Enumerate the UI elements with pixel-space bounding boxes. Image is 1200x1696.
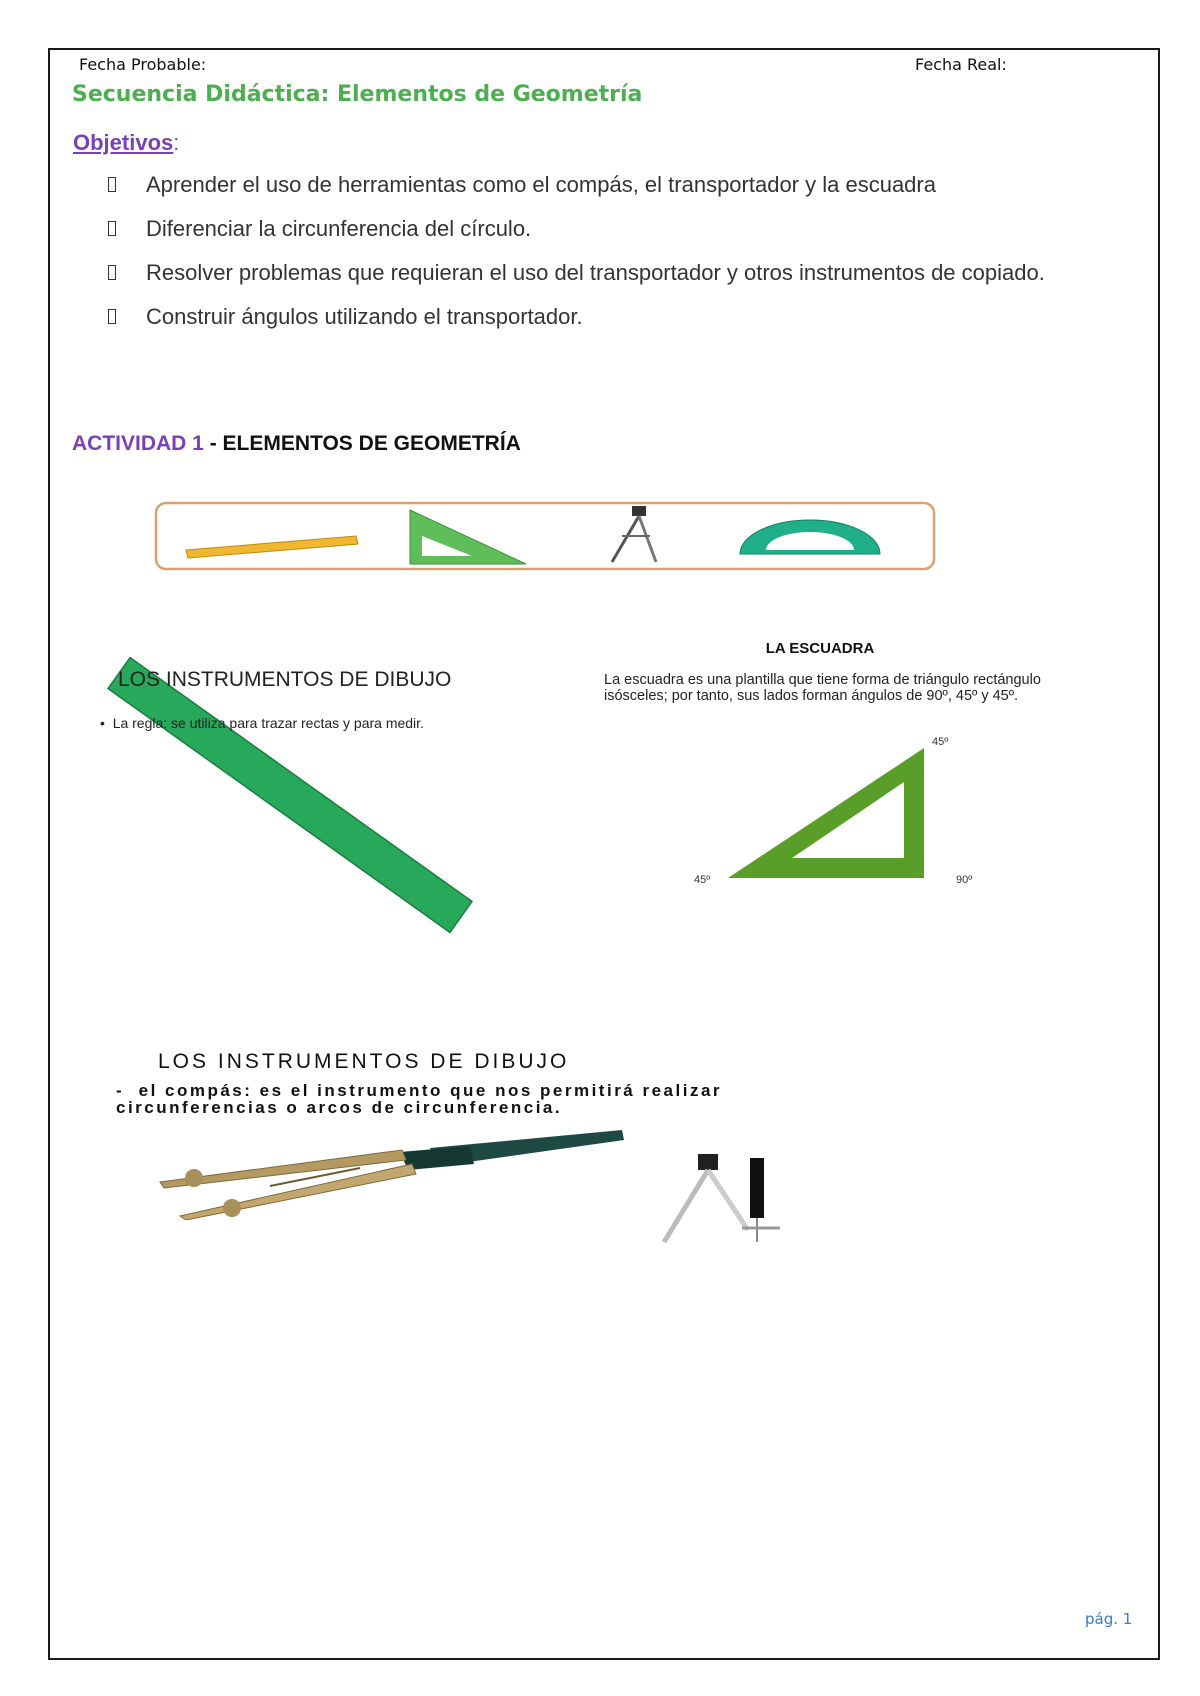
actividad-heading (72, 432, 521, 456)
list-item (108, 172, 1045, 216)
slide-compas-bullet: - el compás: es el instrumento que nos permitirá realizar circunferencias o arcos de circunferencia. (116, 1081, 723, 1117)
compass-icon (664, 1154, 780, 1242)
small-compass-image (650, 1150, 800, 1250)
bullet-icon (108, 265, 116, 280)
slide-compas-text: el compás: es el instrumento que nos permitirá realizar circunferencias o arcos de circunferencia. (116, 1081, 723, 1117)
fecha-real-label: Fecha Real: (915, 55, 1007, 74)
compass-icon (160, 1130, 624, 1220)
angle-top-label: 45º (932, 736, 949, 748)
large-compass-image (150, 1120, 630, 1220)
list-item (108, 216, 1045, 260)
list-item (108, 304, 1045, 348)
ruler-icon (108, 658, 472, 933)
page-number: pág. 1 (1085, 1610, 1133, 1628)
slide-regla-title: LOS INSTRUMENTOS DE DIBUJO (118, 668, 452, 691)
slide-escuadra-text: La escuadra es una plantilla que tiene forma de triángulo rectángulo isósceles; por tanto, sus lados forman ángulos de 90º, 45º y 45º. (604, 672, 1041, 704)
angle-left-label: 45º (694, 874, 711, 886)
fecha-probable-label: Fecha Probable: (79, 55, 207, 74)
slide-regla-bullet: • La regla: se utiliza para trazar rectas y para medir. (100, 715, 424, 731)
document-title: Secuencia Didáctica: Elementos de Geometría (72, 82, 643, 107)
slide-escuadra-title: LA ESCUADRA (765, 640, 875, 657)
bullet-icon (108, 177, 116, 192)
slide-regla-text: La regla: se utiliza para trazar rectas y para medir. (112, 715, 424, 731)
bullet-icon (108, 309, 116, 324)
objetivo-text: Aprender el uso de herramientas como el compás, el transportador y la escuadra (146, 172, 936, 197)
set-square-image (720, 738, 930, 888)
actividad-number: ACTIVIDAD 1 (72, 432, 204, 455)
instruments-banner (150, 500, 940, 572)
objetivo-text: Construir ángulos utilizando el transportador. (146, 304, 583, 329)
objetivos-colon: : (173, 130, 180, 155)
objetivo-text: Resolver problemas que requieran el uso del transportador y otros instrumentos de copiado. (146, 260, 1045, 285)
objetivos-label: Objetivos (73, 130, 174, 155)
bullet-icon (108, 221, 116, 236)
objetivos-list (108, 172, 1045, 348)
actividad-subtitle: - ELEMENTOS DE GEOMETRÍA (203, 432, 521, 455)
objetivos-heading (73, 130, 179, 156)
slide-compas-title: LOS INSTRUMENTOS DE DIBUJO (158, 1050, 570, 1073)
list-item (108, 260, 1045, 304)
angle-right-label: 90º (956, 874, 973, 886)
objetivo-text: Diferenciar la circunferencia del círculo. (146, 216, 532, 241)
